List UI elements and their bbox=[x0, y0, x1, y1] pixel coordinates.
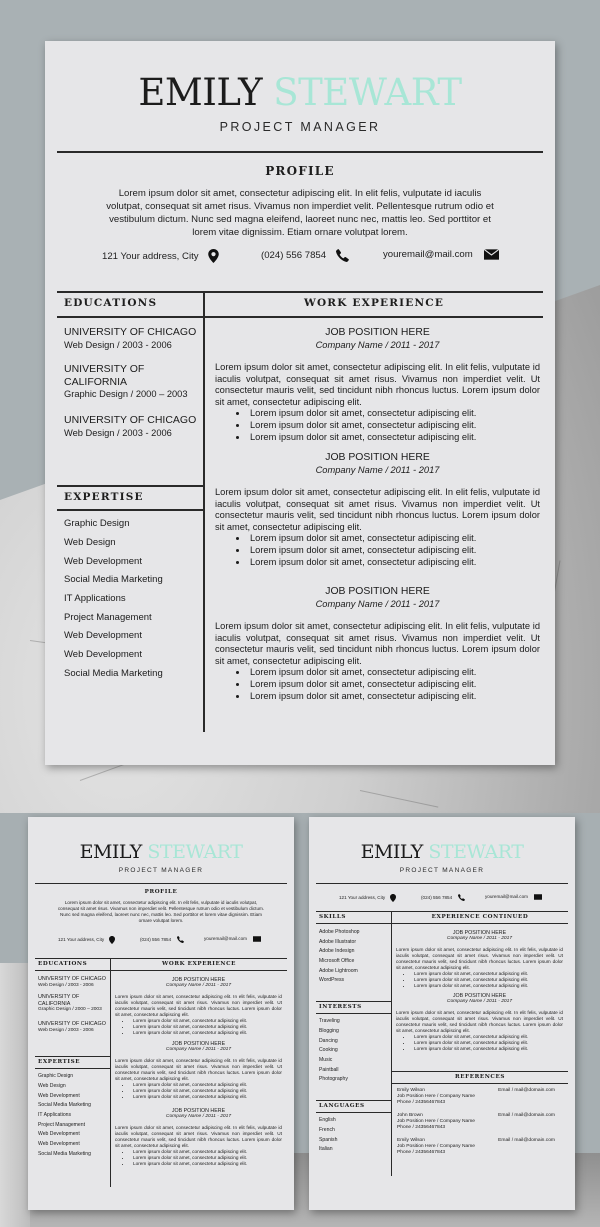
reference-email: Email / mail@domain.com bbox=[498, 1113, 555, 1118]
profile-heading: PROFILE bbox=[265, 164, 335, 178]
educations-heading: EDUCATIONS bbox=[38, 961, 88, 967]
job-bullet: • Lorem ipsum dolor sit amet, consectetur adipiscing elit. bbox=[248, 691, 540, 703]
job-bullet: • Lorem ipsum dolor sit amet, consectetur adipiscing elit. bbox=[248, 533, 540, 545]
job-bullet: • Lorem ipsum dolor sit amet, consectetur adipiscing elit. bbox=[248, 420, 540, 432]
education-item bbox=[38, 976, 110, 989]
job-bullets bbox=[248, 667, 540, 702]
job-bullet: • Lorem ipsum dolor sit amet, consectetur adipiscing elit. bbox=[412, 983, 563, 989]
header-divider bbox=[35, 883, 287, 884]
education-item bbox=[64, 326, 199, 351]
skill-item: Adobe Lightroom bbox=[319, 968, 358, 974]
contact-email bbox=[204, 936, 261, 942]
job-title: JOB POSITION HERE bbox=[171, 1041, 226, 1047]
resume-page-2-thumbnail bbox=[309, 817, 575, 1210]
reference-position: Job Position Here / Company Name bbox=[397, 1093, 476, 1099]
expertise-item: Project Management bbox=[38, 1122, 86, 1128]
email-text: youremail@mail.com bbox=[204, 936, 247, 942]
job-bullet: • Lorem ipsum dolor sit amet, consectetur adipiscing elit. bbox=[412, 1034, 563, 1040]
job-bullet: • Lorem ipsum dolor sit amet, consectetur adipiscing elit. bbox=[412, 1046, 563, 1052]
job-bullet: • Lorem ipsum dolor sit amet, consectetur adipiscing elit. bbox=[131, 1161, 282, 1167]
job-bullets bbox=[131, 1082, 282, 1100]
contact-row bbox=[102, 249, 502, 267]
address-text: 121 Your address, City bbox=[102, 250, 199, 262]
expertise-heading: EXPERTISE bbox=[38, 1059, 81, 1065]
expertise-item: Graphic Design bbox=[38, 1073, 74, 1079]
reference-name: John Brown bbox=[397, 1113, 423, 1118]
expertise-bottom-rule bbox=[57, 509, 204, 511]
expertise-item: Web Development bbox=[64, 630, 142, 641]
profile-text: Lorem ipsum dolor sit amet, consectetur adipiscing elit. In elit felis, vulputate id iaculis volutpat, consequat sit amet risus. Vivamus non imperdiet velit. Pellentesque rutrum odio et vestibulum dictum. Nunc sed magna eleifend, laoreet nunc nec, mattis leo. Sed porttitor et lorem vitae dignissim. Etiam ornare volutpat lorem. bbox=[57, 900, 265, 923]
job-entry bbox=[396, 993, 563, 1052]
last-name: STEWART bbox=[147, 841, 243, 863]
education-detail: Web Design / 2003 - 2006 bbox=[64, 339, 172, 350]
school-name: UNIVERSITY OF CHICAGO bbox=[64, 326, 197, 338]
job-company: Company Name / 2011 - 2017 bbox=[315, 599, 440, 609]
expertise-item: Social Media Marketing bbox=[64, 668, 163, 679]
school-name: UNIVERSITY OF CALIFORNIA bbox=[38, 994, 80, 1007]
skill-item: Adobe Illustrator bbox=[319, 939, 357, 945]
references-heading: REFERENCES bbox=[455, 1074, 505, 1080]
expertise-item: IT Applications bbox=[64, 593, 126, 604]
skills-heading: SKILLS bbox=[319, 914, 347, 920]
phone-text: (024) 556 7854 bbox=[140, 936, 172, 942]
job-bullet: • Lorem ipsum dolor sit amet, consectetur adipiscing elit. bbox=[412, 971, 563, 977]
address-text: 121 Your address, City bbox=[58, 937, 105, 943]
resume-page-main bbox=[45, 41, 555, 765]
reference-name: Emily Wilson bbox=[397, 1138, 425, 1143]
column-divider bbox=[391, 911, 392, 1176]
education-detail: Web Design / 2003 - 2006 bbox=[38, 1027, 94, 1033]
reference-position: Job Position Here / Company Name bbox=[397, 1118, 476, 1124]
contact-phone bbox=[140, 936, 184, 943]
sections-top-rule bbox=[316, 911, 568, 912]
references-top-rule bbox=[392, 1071, 568, 1072]
job-bullets bbox=[131, 1018, 282, 1036]
job-bullet: • Lorem ipsum dolor sit amet, consectetur adipiscing elit. bbox=[131, 1149, 282, 1155]
skill-item: Adobe Indesign bbox=[319, 948, 355, 954]
job-bullets bbox=[248, 533, 540, 568]
job-bullet: • Lorem ipsum dolor sit amet, consectetur adipiscing elit. bbox=[131, 1094, 282, 1100]
job-bullet: • Lorem ipsum dolor sit amet, consectetur adipiscing elit. bbox=[248, 545, 540, 557]
contact-email bbox=[485, 894, 542, 900]
job-bullets bbox=[248, 408, 540, 443]
job-bullet: • Lorem ipsum dolor sit amet, consectetur adipiscing elit. bbox=[131, 1024, 282, 1030]
skill-item: Adobe Photoshop bbox=[319, 929, 360, 935]
job-bullet: • Lorem ipsum dolor sit amet, consectetur adipiscing elit. bbox=[412, 1040, 563, 1046]
job-description: Lorem ipsum dolor sit amet, consectetur adipiscing elit. In elit felis, vulputate id iaculis volutpat, consequat sit amet risus. Vivamus non imperdiet velit. Ut consectetur mauris velit, sed tincidunt nibh rhoncus luctus. Lorem ipsum dolor sit amet, consectetur adipiscing elit. bbox=[396, 947, 563, 970]
expertise-item: Web Design bbox=[64, 537, 116, 548]
job-company: Company Name / 2011 - 2017 bbox=[446, 936, 513, 941]
references-bottom-rule bbox=[392, 1083, 568, 1084]
contact-email bbox=[383, 249, 499, 260]
map-pin-icon bbox=[208, 249, 219, 263]
candidate-name bbox=[45, 71, 555, 114]
envelope-icon bbox=[253, 936, 261, 942]
job-title: JOB POSITION HERE bbox=[171, 977, 226, 983]
job-bullet: • Lorem ipsum dolor sit amet, consectetur adipiscing elit. bbox=[131, 1030, 282, 1036]
candidate-name bbox=[28, 841, 294, 863]
reference-phone: Phone / 24356467843 bbox=[397, 1099, 446, 1105]
job-company: Company Name / 2011 - 2017 bbox=[165, 983, 232, 988]
map-pin-icon bbox=[109, 936, 115, 944]
job-description: Lorem ipsum dolor sit amet, consectetur adipiscing elit. In elit felis, vulputate id iaculis volutpat, consequat sit amet risus. Vivamus non imperdiet velit. Ut consectetur mauris velit, sed tincidunt nibh rhoncus luctus. Lorem ipsum dolor sit amet, consectetur adipiscing elit. bbox=[215, 487, 540, 532]
sections-header-rule bbox=[57, 316, 543, 318]
educations-heading: EDUCATIONS bbox=[64, 297, 158, 309]
job-bullet: • Lorem ipsum dolor sit amet, consectetur adipiscing elit. bbox=[131, 1018, 282, 1024]
expertise-top-rule bbox=[35, 1056, 111, 1057]
job-entry bbox=[115, 977, 282, 1036]
job-company: Company Name / 2011 - 2017 bbox=[165, 1047, 232, 1052]
languages-heading: LANGUAGES bbox=[319, 1103, 365, 1109]
job-title: PROJECT MANAGER bbox=[399, 867, 485, 874]
education-item bbox=[38, 994, 102, 1013]
job-title: JOB POSITION HERE bbox=[171, 1108, 226, 1114]
job-bullet: • Lorem ipsum dolor sit amet, consectetur adipiscing elit. bbox=[248, 432, 540, 444]
candidate-name bbox=[309, 841, 575, 863]
first-name: EMILY bbox=[360, 841, 423, 863]
phone-text: (024) 556 7854 bbox=[421, 894, 453, 900]
contact-address bbox=[58, 936, 115, 944]
address-text: 121 Your address, City bbox=[339, 895, 386, 901]
sections-top-rule bbox=[35, 958, 287, 959]
contact-phone bbox=[421, 894, 465, 901]
school-name: UNIVERSITY OF CHICAGO bbox=[38, 1021, 106, 1027]
expertise-item: Graphic Design bbox=[64, 518, 130, 529]
job-bullet: • Lorem ipsum dolor sit amet, consectetur adipiscing elit. bbox=[131, 1155, 282, 1161]
expertise-item: Web Development bbox=[38, 1131, 80, 1137]
job-description: Lorem ipsum dolor sit amet, consectetur adipiscing elit. In elit felis, vulputate id iaculis volutpat, consequat sit amet risus. Vivamus non imperdiet velit. Ut consectetur mauris velit, sed tincidunt nibh rhoncus luctus. Lorem ipsum dolor sit amet, consectetur adipiscing elit. bbox=[115, 1058, 282, 1081]
reference-phone: Phone / 24356467843 bbox=[397, 1149, 446, 1155]
language-item: French bbox=[319, 1127, 335, 1133]
expertise-item: Social Media Marketing bbox=[38, 1151, 91, 1157]
job-bullet: • Lorem ipsum dolor sit amet, consectetur adipiscing elit. bbox=[248, 679, 540, 691]
interests-top-rule bbox=[316, 1001, 392, 1002]
education-item bbox=[64, 363, 188, 400]
reference-item bbox=[397, 1113, 563, 1131]
reference-email: Email / mail@domain.com bbox=[498, 1138, 555, 1143]
job-entry bbox=[215, 327, 540, 443]
job-title: PROJECT MANAGER bbox=[219, 120, 381, 134]
expertise-bottom-rule bbox=[35, 1068, 111, 1069]
contact-address bbox=[339, 894, 396, 902]
job-entry bbox=[115, 1108, 282, 1167]
job-title: JOB POSITION HERE bbox=[452, 993, 507, 999]
interest-item: Music bbox=[319, 1057, 333, 1063]
job-company: Company Name / 2011 - 2017 bbox=[165, 1114, 232, 1119]
job-bullet: • Lorem ipsum dolor sit amet, consectetur adipiscing elit. bbox=[131, 1088, 282, 1094]
education-detail: Web Design / 2003 - 2006 bbox=[38, 982, 94, 988]
job-title: PROJECT MANAGER bbox=[118, 867, 204, 874]
education-item bbox=[64, 414, 199, 439]
job-description: Lorem ipsum dolor sit amet, consectetur adipiscing elit. In elit felis, vulputate id iaculis volutpat, consequat sit amet risus. Vivamus non imperdiet velit. Ut consectetur mauris velit, sed tincidunt nibh rhoncus luctus. Lorem ipsum dolor sit amet, consectetur adipiscing elit. bbox=[115, 1125, 282, 1148]
work-experience-heading: WORK EXPERIENCE bbox=[161, 961, 237, 967]
interest-item: Cooking bbox=[319, 1047, 338, 1053]
language-item: Spanish bbox=[319, 1137, 338, 1143]
expertise-top-rule bbox=[57, 485, 204, 487]
job-bullets bbox=[131, 1149, 282, 1167]
reference-position: Job Position Here / Company Name bbox=[397, 1143, 476, 1149]
education-item bbox=[38, 1021, 110, 1034]
job-company: Company Name / 2011 - 2017 bbox=[315, 465, 440, 475]
reference-item bbox=[397, 1088, 563, 1106]
reference-item bbox=[397, 1138, 563, 1156]
column-divider bbox=[110, 958, 111, 1187]
job-bullets bbox=[412, 971, 563, 989]
interest-item: Blogging bbox=[319, 1028, 339, 1034]
envelope-icon bbox=[484, 249, 499, 260]
languages-bottom-rule bbox=[316, 1112, 392, 1113]
job-title: JOB POSITION HERE bbox=[325, 327, 430, 338]
skill-item: WordPress bbox=[319, 977, 345, 983]
job-description: Lorem ipsum dolor sit amet, consectetur adipiscing elit. In elit felis, vulputate id iaculis volutpat, consequat sit amet risus. Vivamus non imperdiet velit. Ut consectetur mauris velit, sed tincidunt nibh rhoncus luctus. Lorem ipsum dolor sit amet, consectetur adipiscing elit. bbox=[396, 1010, 563, 1033]
job-bullet: • Lorem ipsum dolor sit amet, consectetur adipiscing elit. bbox=[248, 667, 540, 679]
email-text: youremail@mail.com bbox=[383, 249, 473, 260]
job-title: JOB POSITION HERE bbox=[325, 586, 430, 597]
phone-text: (024) 556 7854 bbox=[261, 250, 327, 261]
job-entry bbox=[215, 452, 540, 568]
first-name: EMILY bbox=[138, 71, 263, 114]
education-detail: Web Design / 2003 - 2006 bbox=[64, 427, 172, 438]
column-divider bbox=[203, 291, 205, 732]
school-name: UNIVERSITY OF CALIFORNIA bbox=[64, 363, 145, 388]
job-title: JOB POSITION HERE bbox=[325, 452, 430, 463]
last-name: STEWART bbox=[273, 71, 462, 114]
email-text: youremail@mail.com bbox=[485, 894, 528, 900]
job-entry bbox=[215, 586, 540, 702]
job-bullet: • Lorem ipsum dolor sit amet, consectetur adipiscing elit. bbox=[248, 408, 540, 420]
education-detail: Graphic Design / 2000 – 2003 bbox=[64, 389, 188, 399]
school-name: UNIVERSITY OF CHICAGO bbox=[64, 414, 197, 426]
profile-text: Lorem ipsum dolor sit amet, consectetur adipiscing elit. In elit felis, vulputate id iaculis volutpat, consequat sit amet risus. Vivamus non imperdiet velit. Pellentesque rutrum odio et vestibulum dictum. Nunc sed magna eleifend, laoreet nunc nec, mattis leo. Sed porttitor et lorem vitae dignissim. Etiam ornare volutpat lorem. bbox=[106, 188, 494, 238]
reference-email: Email / mail@domain.com bbox=[498, 1088, 555, 1093]
sections-header-rule bbox=[316, 923, 568, 924]
job-bullet: • Lorem ipsum dolor sit amet, consectetur adipiscing elit. bbox=[412, 977, 563, 983]
interest-item: Traveling bbox=[319, 1018, 340, 1024]
job-description: Lorem ipsum dolor sit amet, consectetur adipiscing elit. In elit felis, vulputate id iaculis volutpat, consequat sit amet risus. Vivamus non imperdiet velit. Ut consectetur mauris velit, sed tincidunt nibh rhoncus luctus. Lorem ipsum dolor sit amet, consectetur adipiscing elit. bbox=[215, 362, 540, 407]
expertise-item: IT Applications bbox=[38, 1112, 72, 1118]
education-detail: Graphic Design / 2000 – 2003 bbox=[38, 1007, 102, 1012]
work-experience-heading: WORK EXPERIENCE bbox=[303, 297, 445, 309]
contact-address bbox=[102, 249, 219, 263]
interest-item: Dancing bbox=[319, 1038, 338, 1044]
interest-item: Photography bbox=[319, 1076, 348, 1082]
phone-icon bbox=[177, 936, 184, 943]
profile-heading: PROFILE bbox=[144, 889, 178, 895]
first-name: EMILY bbox=[79, 841, 142, 863]
phone-icon bbox=[458, 894, 465, 901]
interests-heading: INTERESTS bbox=[319, 1004, 362, 1010]
job-description: Lorem ipsum dolor sit amet, consectetur adipiscing elit. In elit felis, vulputate id iaculis volutpat, consequat sit amet risus. Vivamus non imperdiet velit. Ut consectetur mauris velit, sed tincidunt nibh rhoncus luctus. Lorem ipsum dolor sit amet, consectetur adipiscing elit. bbox=[215, 621, 540, 666]
job-company: Company Name / 2011 - 2017 bbox=[446, 999, 513, 1004]
job-bullet: • Lorem ipsum dolor sit amet, consectetur adipiscing elit. bbox=[248, 557, 540, 569]
envelope-icon bbox=[534, 894, 542, 900]
phone-icon bbox=[336, 249, 349, 262]
job-description: Lorem ipsum dolor sit amet, consectetur adipiscing elit. In elit felis, vulputate id iaculis volutpat, consequat sit amet risus. Vivamus non imperdiet velit. Ut consectetur mauris velit, sed tincidunt nibh rhoncus luctus. Lorem ipsum dolor sit amet, consectetur adipiscing elit. bbox=[115, 994, 282, 1017]
skill-item: Microsoft Office bbox=[319, 958, 355, 964]
sections-header-rule bbox=[35, 970, 287, 971]
job-title: JOB POSITION HERE bbox=[452, 930, 507, 936]
expertise-item: Web Design bbox=[38, 1083, 66, 1089]
expertise-heading: EXPERTISE bbox=[64, 491, 144, 503]
resume-page-1-thumbnail bbox=[28, 817, 294, 1210]
job-company: Company Name / 2011 - 2017 bbox=[315, 340, 440, 350]
expertise-item: Project Management bbox=[64, 612, 152, 623]
reference-phone: Phone / 24356467843 bbox=[397, 1124, 446, 1130]
reference-name: Emily Wilson bbox=[397, 1088, 425, 1093]
job-entry bbox=[396, 930, 563, 989]
interest-item: Paintball bbox=[319, 1067, 339, 1073]
header-divider bbox=[57, 151, 543, 153]
languages-top-rule bbox=[316, 1100, 392, 1101]
contact-phone bbox=[261, 249, 349, 262]
expertise-item: Web Development bbox=[64, 556, 142, 567]
language-item: English bbox=[319, 1117, 336, 1123]
marble-surface bbox=[0, 963, 30, 1227]
expertise-item: Social Media Marketing bbox=[64, 574, 163, 585]
school-name: UNIVERSITY OF CHICAGO bbox=[38, 976, 106, 982]
experience-continued-heading: EXPERIENCE CONTINUED bbox=[431, 914, 529, 920]
expertise-item: Web Development bbox=[38, 1141, 80, 1147]
expertise-item: Web Development bbox=[64, 649, 142, 660]
sections-top-rule bbox=[57, 291, 543, 293]
header-divider bbox=[316, 883, 568, 884]
job-entry bbox=[115, 1041, 282, 1100]
expertise-item: Web Development bbox=[38, 1093, 80, 1099]
map-pin-icon bbox=[390, 894, 396, 902]
interests-bottom-rule bbox=[316, 1013, 392, 1014]
job-bullet: • Lorem ipsum dolor sit amet, consectetur adipiscing elit. bbox=[131, 1082, 282, 1088]
last-name: STEWART bbox=[428, 841, 524, 863]
job-bullets bbox=[412, 1034, 563, 1052]
language-item: Italian bbox=[319, 1146, 333, 1152]
expertise-item: Social Media Marketing bbox=[38, 1102, 91, 1108]
